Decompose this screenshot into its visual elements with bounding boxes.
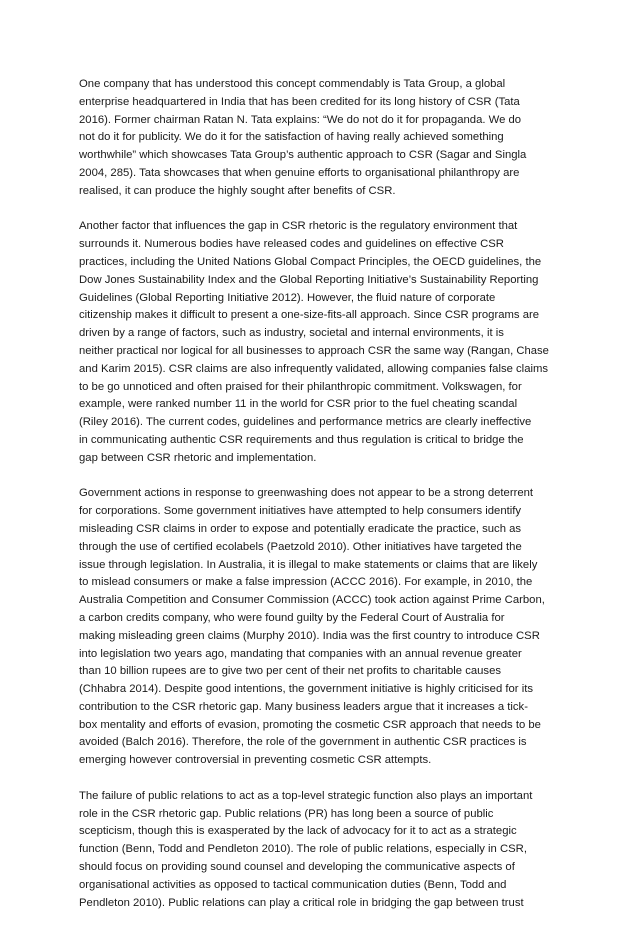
text-line: in communicating authentic CSR requirements and thus regulation is critical to bridge the	[79, 433, 524, 446]
paragraph-government-actions	[79, 485, 549, 770]
text-line: making misleading green claims (Murphy 2010). India was the first country to introduce CSR	[79, 629, 540, 642]
text-line: worthwhile” which showcases Tata Group’s authentic approach to CSR (Sagar and Singla	[79, 149, 527, 162]
text-line: citizenship makes it difficult to present a one-size-fits-all approach. Since CSR programs are	[79, 309, 540, 322]
text-line: contribution to the CSR rhetoric gap. Many business leaders argue that it increases a tick-	[79, 700, 528, 713]
text-line: example, were ranked number 11 in the world for CSR prior to the fuel cheating scandal	[79, 398, 518, 411]
document-page	[79, 76, 549, 930]
text-line: practices, including the United Nations Global Compact Principles, the OECD guidelines, the	[79, 255, 542, 268]
text-line: Dow Jones Sustainability Index and the Global Reporting Initiative’s Sustainability Reporting	[79, 273, 539, 286]
text-line: a carbon credits company, who were found guilty by the Federal Court of Australia for	[79, 611, 505, 624]
paragraph-public-relations	[79, 788, 549, 913]
text-line: (Chhabra 2014). Despite good intentions, the government initiative is highly criticised for its	[79, 683, 533, 696]
text-line: One company that has understood this concept commendably is Tata Group, a global	[79, 78, 506, 90]
text-line: Government actions in response to greenwashing does not appear to be a strong deterrent	[79, 487, 534, 500]
text-line: organisational activities as opposed to tactical communication duties (Benn, Todd and	[79, 878, 507, 891]
text-line: box mentality and efforts of evasion, promoting the cosmetic CSR approach that needs to be	[79, 718, 541, 731]
text-line: through the use of certified ecolabels (Paetzold 2010). Other initiatives have targeted the	[79, 540, 522, 553]
text-line: surrounds it. Numerous bodies have released codes and guidelines on effective CSR	[79, 238, 504, 251]
text-line: gap between CSR rhetoric and implementation.	[79, 451, 317, 464]
text-line: 2016). Former chairman Ratan N. Tata explains: “We do not do it for propaganda. We do	[79, 113, 522, 126]
text-line: to be go unnoticed and often praised for their philanthropic commitment. Volkswagen, for	[79, 380, 522, 393]
text-line: misleading CSR claims in order to expose and potentially eradicate the practice, such as	[79, 522, 522, 535]
text-line: realised, it can produce the highly sought after benefits of CSR.	[79, 184, 396, 197]
text-line: should focus on providing sound counsel and developing the communicative aspects of	[79, 861, 515, 874]
text-line: driven by a range of factors, such as industry, societal and internal environments, it is	[79, 327, 504, 340]
text-line: 2004, 285). Tata showcases that when genuine efforts to organisational philanthropy are	[79, 166, 520, 179]
text-line: avoided (Balch 2016). Therefore, the role of the government in authentic CSR practices is	[79, 736, 527, 749]
text-line: issue through legislation. In Australia, it is illegal to make statements or claims that are likely	[79, 558, 538, 571]
text-line: function (Benn, Todd and Pendleton 2010). The role of public relations, especially in CSR,	[79, 843, 527, 856]
text-line: than 10 billion rupees are to give two per cent of their net profits to charitable causes	[79, 665, 501, 678]
text-line: scepticism, though this is exasperated by the lack of advocacy for it to act as a strategic	[79, 825, 517, 838]
text-line: enterprise headquartered in India that has been credited for its long history of CSR (Tata	[79, 95, 520, 108]
text-line: and Karim 2015). CSR claims are also infrequently validated, allowing companies false claims	[79, 362, 549, 375]
text-line: The failure of public relations to act as a top-level strategic function also plays an important	[79, 789, 533, 802]
paragraph-tata-group	[79, 76, 549, 201]
text-line: neither practical nor logical for all businesses to approach CSR the same way (Rangan, Chase	[79, 344, 549, 357]
text-line: into legislation two years ago, mandating that companies with an annual revenue greater	[79, 647, 522, 660]
paragraph-regulatory-environment	[79, 218, 549, 467]
text-line: emerging however controversial in preventing cosmetic CSR attempts.	[79, 754, 432, 767]
text-line: for corporations. Some government initiatives have attempted to help consumers identify	[79, 505, 522, 518]
text-line: role in the CSR rhetoric gap. Public relations (PR) has long been a source of public	[79, 807, 494, 820]
text-line: not do it for publicity. We do it for the satisfaction of having really achieved something	[79, 131, 504, 144]
text-line: to mislead consumers or make a false impression (ACCC 2016). For example, in 2010, the	[79, 576, 533, 589]
text-line: Pendleton 2010). Public relations can play a critical role in bridging the gap between trust	[79, 896, 524, 909]
text-line: Another factor that influences the gap in CSR rhetoric is the regulatory environment that	[79, 220, 518, 233]
text-line: Guidelines (Global Reporting Initiative 2012). However, the fluid nature of corporate	[79, 291, 496, 304]
text-line: (Riley 2016). The current codes, guidelines and performance metrics are clearly ineffective	[79, 416, 532, 429]
text-line: Australia Competition and Consumer Commission (ACCC) took action against Prime Carbon,	[79, 594, 545, 607]
